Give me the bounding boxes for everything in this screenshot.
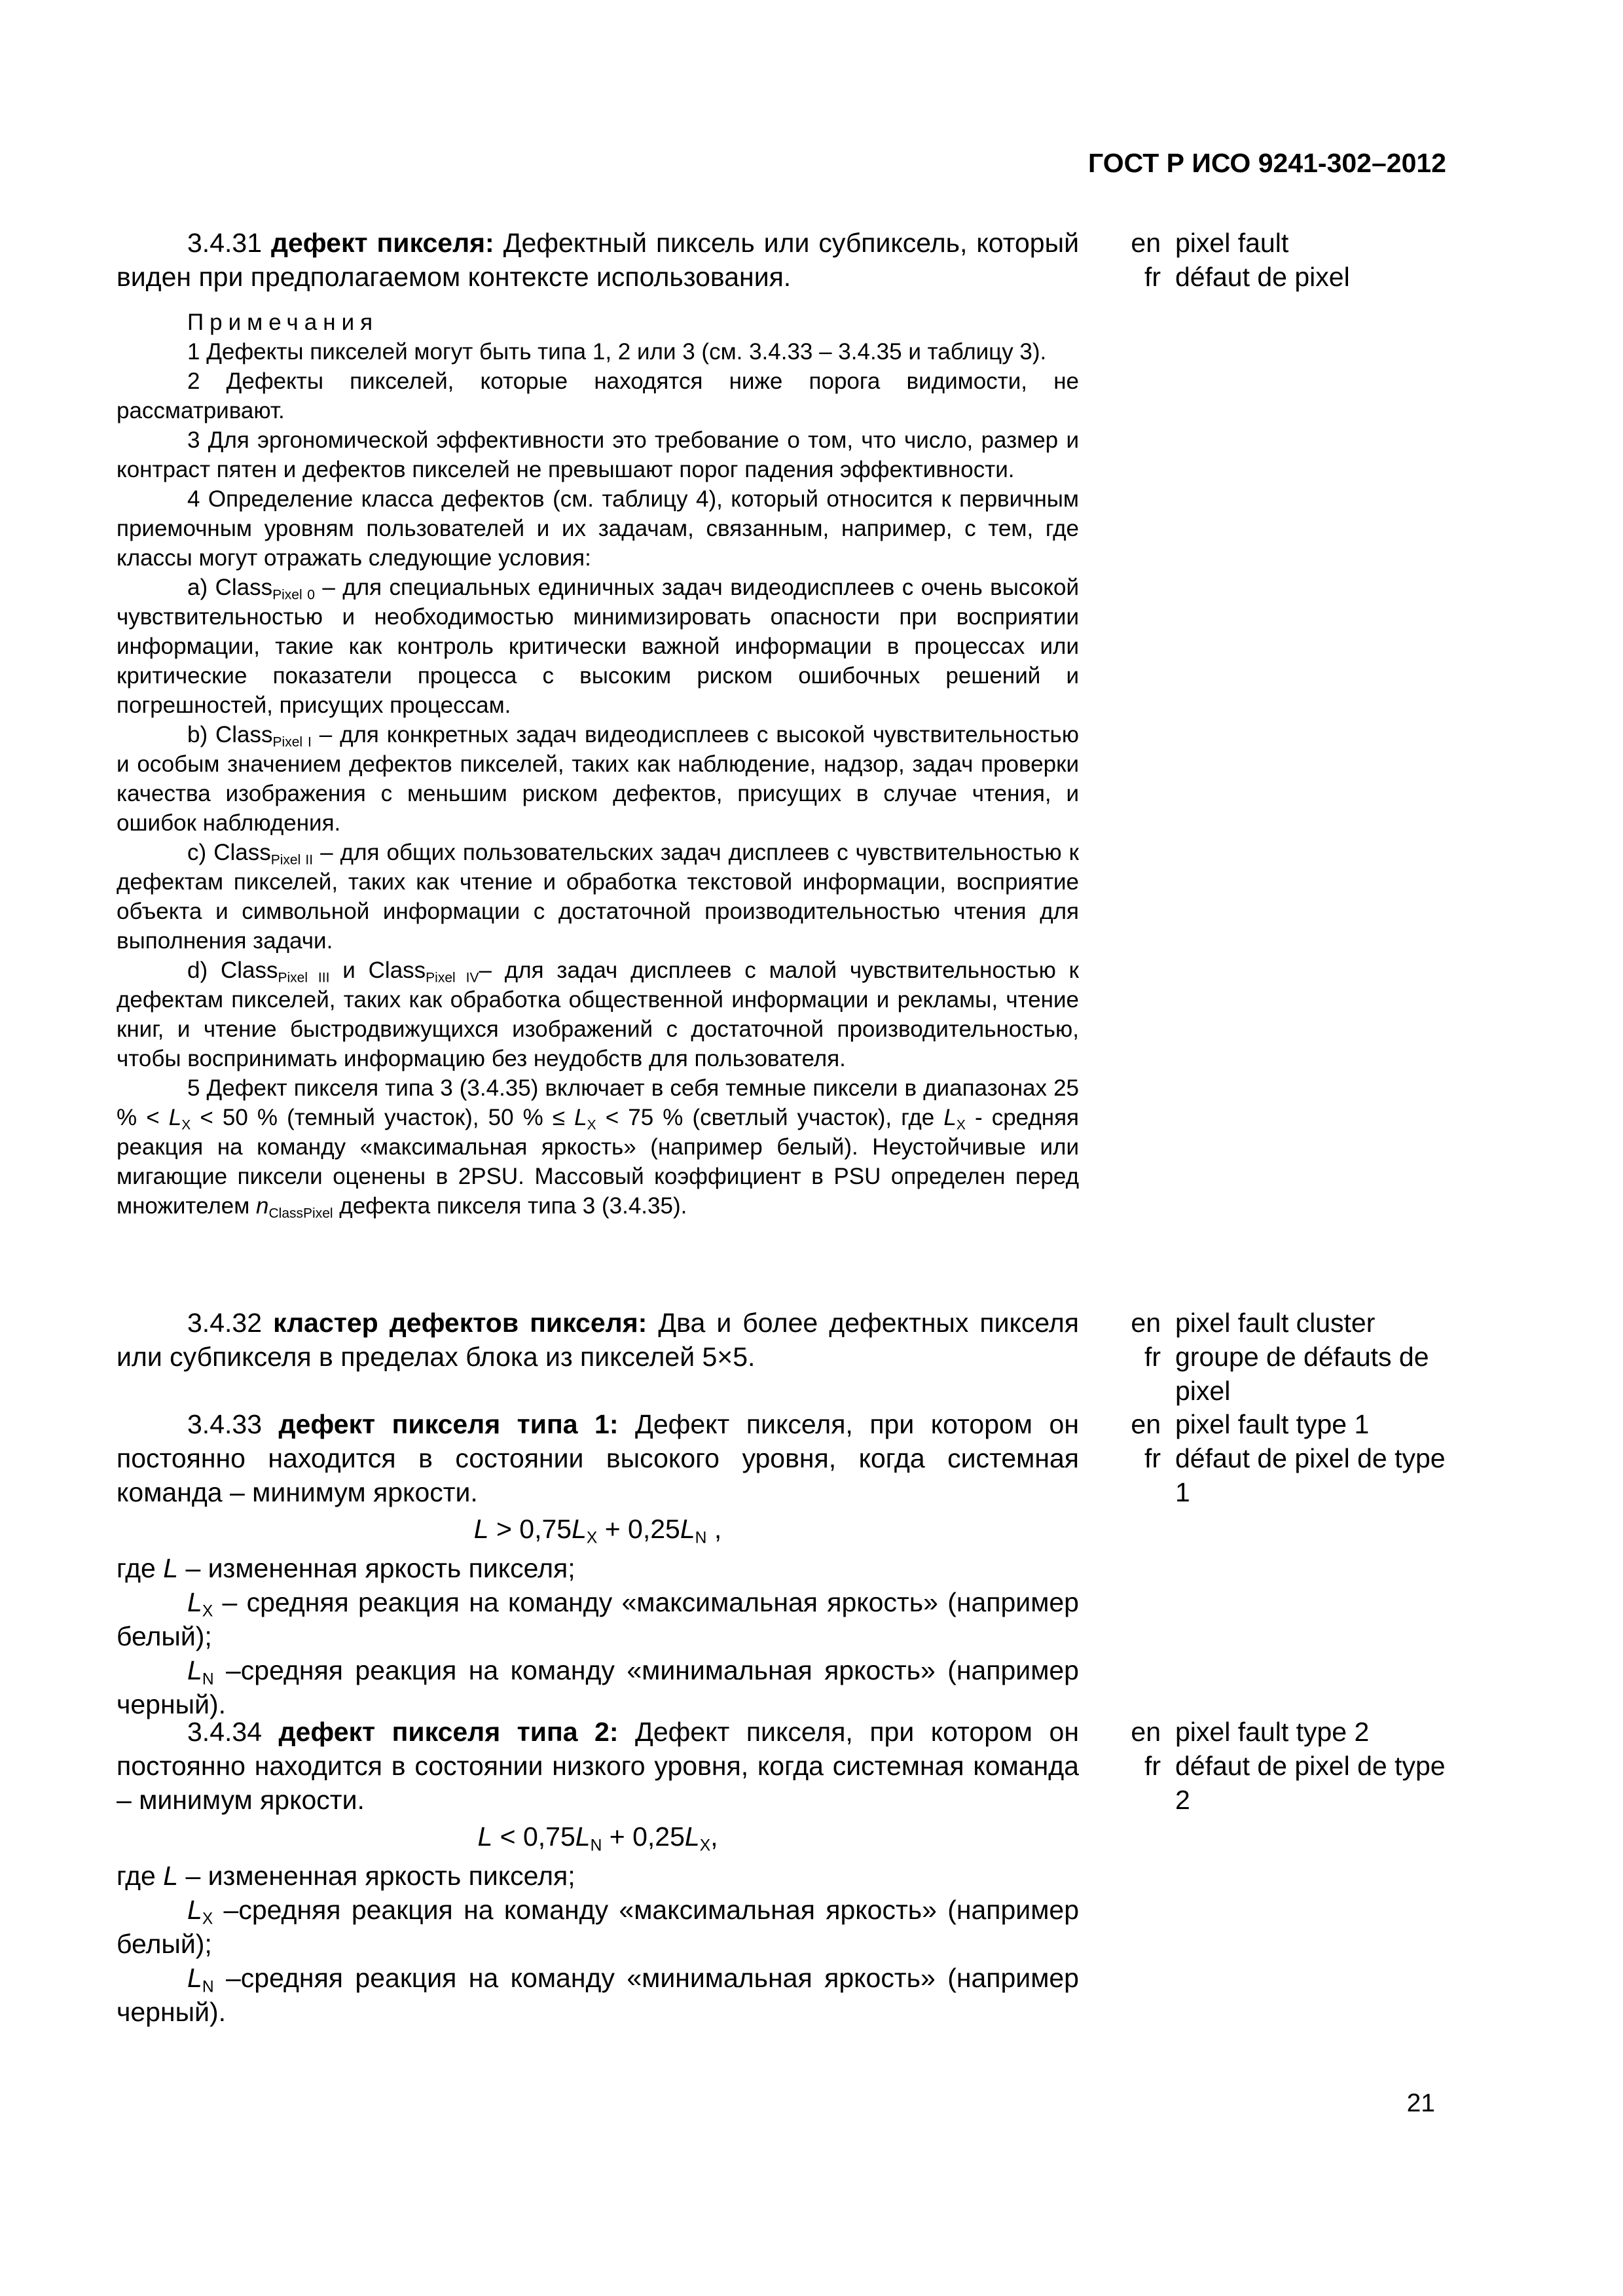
lang-en: en <box>1131 1409 1161 1439</box>
lang-fr: fr <box>1144 1342 1161 1372</box>
term-fr: défaut de pixel de type 1 <box>1175 1443 1446 1507</box>
note-4b: b) Class$_{Pixel I}$ – для конкретных задач видеодисплеев с высокой чувствительностью и особым значением дефектов пикселей, таких как наблюдение, надзор, задач проверки качества изображения с меньшим риском дефектов, присущих в случае чтения, и ошибок наблюдения. <box>117 722 1080 836</box>
where-block-1: где L – измененная яркость пикселя; $L_X$ – средняя реакция на команду «максимальная яркость» (например белый); $L_N$ –средняя реакция на команду «минимальная яркость» (например черный). <box>117 1553 1079 1719</box>
term-fr: défaut de pixel <box>1175 262 1350 292</box>
term-en: pixel fault <box>1175 228 1289 258</box>
clause-3-4-34 <box>117 1715 1079 2029</box>
definition: Дефектный пиксель или субпиксель, который виден при предполагаемом контексте использования. <box>117 228 1079 292</box>
definition: Дефект пикселя, при котором он постоянно находится в состоянии высокого уровня, когда системная команда – минимум яркости. <box>117 1409 1079 1507</box>
lang-fr: fr <box>1144 1751 1161 1781</box>
term: дефект пикселя типа 2: <box>278 1717 619 1747</box>
document-header: ГОСТ Р ИСО 9241-302–2012 <box>1088 148 1446 178</box>
page-number: 21 <box>1406 2089 1435 2117</box>
lang-en: en <box>1131 1717 1161 1747</box>
clause-3-4-31 <box>117 226 1079 294</box>
formula-type-2: $L < 0,75L_N + 0,25L_X$, <box>477 1821 718 1855</box>
clause-3-4-32 <box>117 1306 1079 1374</box>
term-translations-3-4-33 <box>1111 1407 1451 1509</box>
term: дефект пикселя: <box>270 228 494 258</box>
clause-3-4-33 <box>117 1407 1079 1721</box>
lang-en: en <box>1131 228 1161 258</box>
term-en: pixel fault type 2 <box>1175 1717 1370 1747</box>
term-fr: groupe de défauts de pixel <box>1175 1342 1429 1406</box>
note-3: 3 Для эргономической эффективности это требование о том, что число, размер и контраст пятен и дефектов пикселей не превышают порог падения эффективности. <box>117 427 1079 482</box>
clause-number: 3.4.34 <box>187 1717 262 1747</box>
note-4a: a) Class$_{Pixel 0}$ – для специальных единичных задач видеодисплеев с очень высокой чувствительностью и необходимостью минимизировать опасности при восприятии информации, такие как контроль критически важной информации в процессах или критические показатели процесса с высоким риском ошибочных решений и погрешностей, присущих процессам. <box>117 575 1079 718</box>
clause-number: 3.4.31 <box>187 228 262 258</box>
note-4d: d) Class$_{Pixel III}$ и Class$_{Pixel IV}$– для задач дисплеев с малой чувствительностью к дефектам пикселей, таких как обработка общественной информации и рекламы, чтение книг, и чтение быстродвижущихся изображений с достаточной производительностью, чтобы воспринимать информацию без неудобств для пользователя. <box>117 958 1079 1071</box>
definition: Два и более дефектных пикселя или субпикселя в пределах блока из пикселей 5×5. <box>117 1308 1079 1372</box>
where-block-2: где L – измененная яркость пикселя; $L_X$ –средняя реакция на команду «максимальная яркость» (например белый); $L_N$ –средняя реакция на команду «минимальная яркость» (например черный). <box>117 1861 1079 2027</box>
definition: Дефект пикселя, при котором он постоянно находится в состоянии низкого уровня, когда системная команда – минимум яркости. <box>117 1717 1079 1815</box>
term-translations-3-4-34 <box>1111 1715 1451 1817</box>
term: дефект пикселя типа 1: <box>278 1409 619 1439</box>
note-5: 5 Дефект пикселя типа 3 (3.4.35) включает в себя темные пиксели в диапазонах 25 % < $L_X < 50$ % (темный участок), 50 % ≤ $L_X < 75$ % (светлый участок), где $L_X$ - средняя реакция на команду «максимальная яркость» (например белый). Неустойчивые или мигающие пиксели оценены в 2PSU. Массовый коэффициент в PSU определен перед множителем $n_{ClassPixel}$ дефекта пикселя типа 3 (3.4.35). <box>117 1075 1080 1221</box>
clause-number: 3.4.33 <box>187 1409 262 1439</box>
lang-en: en <box>1131 1308 1161 1338</box>
term-translations-3-4-31 <box>1111 226 1451 294</box>
note-1: 1 Дефекты пикселей могут быть типа 1, 2 или 3 (см. 3.4.33 – 3.4.35 и таблицу 3). <box>187 339 1047 365</box>
note-2: 2 Дефекты пикселей, которые находятся ниже порога видимости, не рассматривают. <box>117 368 1079 423</box>
formula-type-1: $L > 0,75L_X + 0,25L_N$ , <box>473 1514 722 1547</box>
lang-fr: fr <box>1144 1443 1161 1473</box>
term-en: pixel fault cluster <box>1175 1308 1376 1338</box>
note-4: 4 Определение класса дефектов (см. таблицу 4), который относится к первичным приемочным уровням пользователей и их задачам, связанным, например, с тем, где классы могут отражать следующие условия: <box>117 486 1079 571</box>
note-4c: c) Class$_{Pixel II}$ – для общих пользовательских задач дисплеев с чувствительностью к дефектам пикселей, таких как чтение и обработка текстовой информации, восприятие объекта и символьной информации с достаточной производительностью чтения для выполнения задачи. <box>117 840 1079 954</box>
notes-block <box>117 308 1079 1221</box>
clause-number: 3.4.32 <box>187 1308 262 1338</box>
term: кластер дефектов пикселя: <box>273 1308 647 1338</box>
term-fr: défaut de pixel de type 2 <box>1175 1751 1446 1815</box>
lang-fr: fr <box>1144 262 1161 292</box>
term-translations-3-4-32 <box>1111 1306 1451 1408</box>
notes-title: Примечания <box>187 310 379 335</box>
term-en: pixel fault type 1 <box>1175 1409 1370 1439</box>
